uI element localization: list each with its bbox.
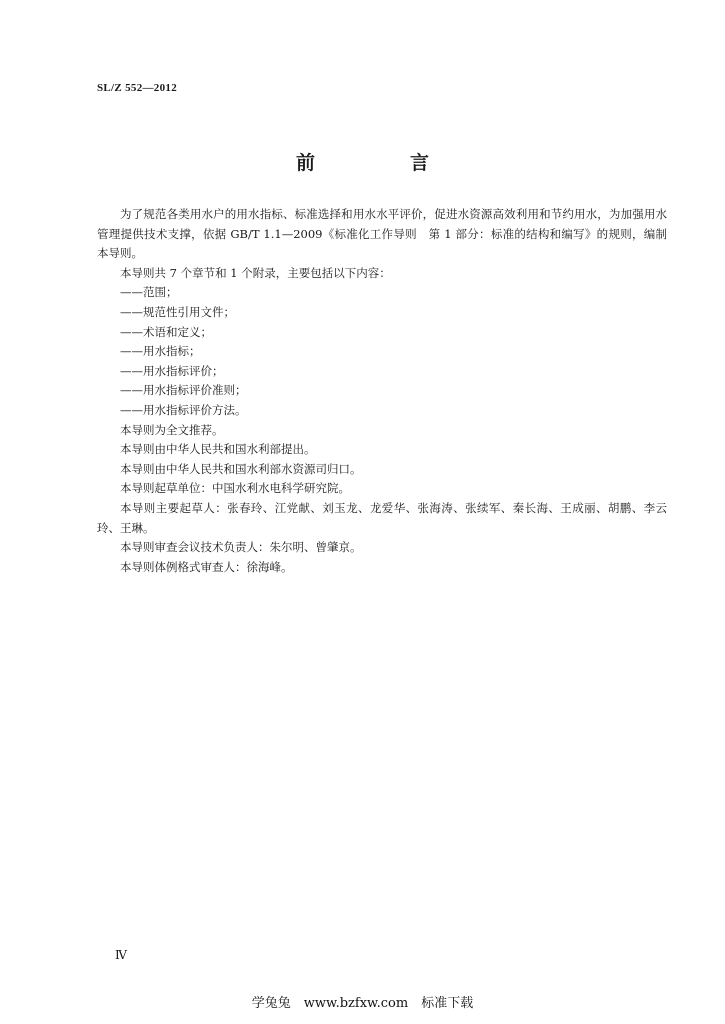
list-item-normative-references: ——规范性引用文件； xyxy=(120,304,235,319)
foreword-body xyxy=(97,205,667,577)
list-item-evaluation-method: ——用水指标评价方法。 xyxy=(120,402,247,417)
paragraph-administrator: 本导则由中华人民共和国水利部水资源司归口。 xyxy=(120,461,362,476)
paragraph-purpose: 为了规范各类用水户的用水指标、标准选择和用水水平评价，促进水资源高效利用和节约用水，为加强用水管理提供技术支撑，依据 GB/T 1.1—2009《标准化工作导则 第 1 部分：标准的结构和编写》的规则，编制本导则。 xyxy=(97,207,667,261)
document-code: SL/Z 552—2012 xyxy=(97,82,177,94)
paragraph-proposer: 本导则由中华人民共和国水利部提出。 xyxy=(120,442,316,457)
list-item-evaluation-criteria: ——用水指标评价准则； xyxy=(120,383,247,398)
footer-watermark: 学兔兔 www.bzfxw.com 标准下载 xyxy=(251,996,474,1011)
list-item-indicators: ——用水指标； xyxy=(120,344,201,359)
paragraph-drafting-unit: 本导则起草单位：中国水利水电科学研究院。 xyxy=(120,481,350,496)
list-item-terms: ——术语和定义； xyxy=(120,324,212,339)
list-item-scope: ——范围； xyxy=(120,285,178,300)
page-number: Ⅳ xyxy=(115,948,127,962)
paragraph-drafters: 本导则主要起草人：张春玲、江党献、刘玉龙、龙爱华、张海涛、张续军、秦长海、王成丽、胡鹏、李云玲、王琳。 xyxy=(97,500,667,535)
paragraph-structure: 本导则共 7 个章节和 1 个附录，主要包括以下内容： xyxy=(120,265,391,280)
paragraph-format-reviewer: 本导则体例格式审查人：徐海峰。 xyxy=(120,559,293,574)
paragraph-review-lead: 本导则审查会议技术负责人：朱尔明、曾肇京。 xyxy=(120,540,362,555)
paragraph-recommendation: 本导则为全文推荐。 xyxy=(120,422,224,437)
list-item-evaluation: ——用水指标评价； xyxy=(120,363,224,378)
page-title: 前 言 xyxy=(295,152,467,174)
